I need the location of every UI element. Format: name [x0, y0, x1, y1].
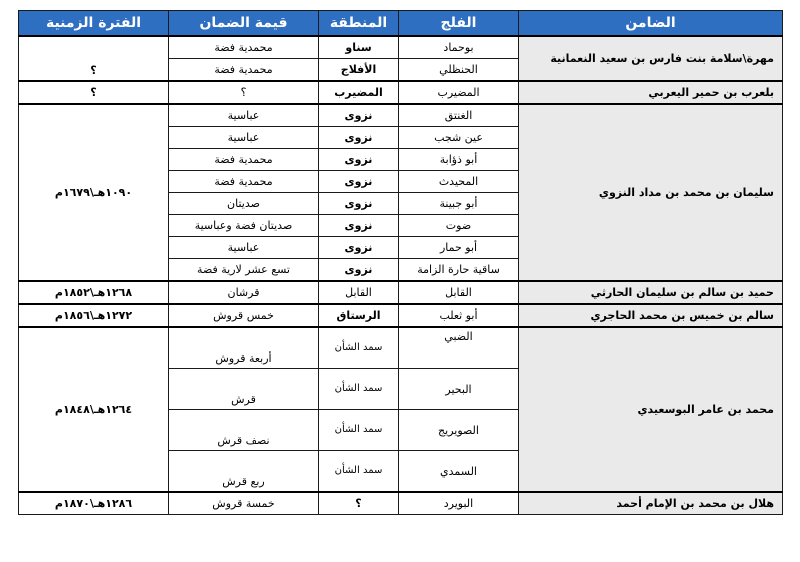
- period-cell: ١٢٦٨هـ\١٨٥٢م: [19, 281, 169, 304]
- guarantor-cell: حميد بن سالم بن سليمان الحارثي: [519, 281, 783, 304]
- region-cell: سمد الشأن: [319, 410, 399, 451]
- region-cell: نزوى: [319, 149, 399, 171]
- value-cell: قرش: [169, 369, 319, 410]
- header-region: المنطقة: [319, 11, 399, 37]
- header-value: قيمة الضمان: [169, 11, 319, 37]
- falaj-cell: الصويريج: [399, 410, 519, 451]
- falaj-cell: الحنظلي: [399, 59, 519, 82]
- period-cell: ١٢٧٢هـ\١٨٥٦م: [19, 304, 169, 327]
- value-cell: ؟: [169, 81, 319, 104]
- falaj-cell: المحيدث: [399, 171, 519, 193]
- falaj-cell: البحير: [399, 369, 519, 410]
- header-row: [19, 11, 783, 37]
- falaj-cell: السمدي: [399, 451, 519, 493]
- value-cell: تسع عشر لارية فضة: [169, 259, 319, 282]
- value-cell: نصف قرش: [169, 410, 319, 451]
- region-cell: نزوى: [319, 171, 399, 193]
- period-cell: ؟: [19, 36, 169, 81]
- region-cell: نزوى: [319, 259, 399, 282]
- table-row: [19, 36, 783, 59]
- value-cell: أربعة قروش: [169, 327, 319, 369]
- header-falaj: الفلج: [399, 11, 519, 37]
- value-cell: قرشان: [169, 281, 319, 304]
- falaj-cell: أبو جبينة: [399, 193, 519, 215]
- value-cell: عباسية: [169, 237, 319, 259]
- region-cell: القابل: [319, 281, 399, 304]
- header-guarantor: الضامن: [519, 11, 783, 37]
- region-cell: الأفلاج: [319, 59, 399, 82]
- guarantor-cell: هلال بن محمد بن الإمام أحمد: [519, 492, 783, 515]
- region-cell: نزوى: [319, 127, 399, 149]
- table-row: [19, 104, 783, 127]
- falaj-cell: عين شجب: [399, 127, 519, 149]
- value-cell: صديتان: [169, 193, 319, 215]
- falaj-cell: ضوت: [399, 215, 519, 237]
- falaj-cell: أبو ذؤابة: [399, 149, 519, 171]
- region-cell: نزوى: [319, 104, 399, 127]
- falaj-cell: الغنتق: [399, 104, 519, 127]
- value-cell: عباسية: [169, 104, 319, 127]
- table-row: [19, 492, 783, 515]
- guarantor-cell: سليمان بن محمد بن مداد النزوي: [519, 104, 783, 281]
- table-row: [19, 304, 783, 327]
- guarantor-cell: مهرة\سلامة بنت فارس بن سعيد النعمانية: [519, 36, 783, 81]
- region-cell: نزوى: [319, 215, 399, 237]
- falaj-cell: الضبي: [399, 327, 519, 369]
- table-row: [19, 327, 783, 369]
- region-cell: ؟: [319, 492, 399, 515]
- guarantee-table: [18, 10, 783, 515]
- period-cell: ١٢٨٦هـ\١٨٧٠م: [19, 492, 169, 515]
- table-row: [19, 81, 783, 104]
- falaj-cell: المضيرب: [399, 81, 519, 104]
- region-cell: سمد الشأن: [319, 451, 399, 493]
- value-cell: خمسة قروش: [169, 492, 319, 515]
- falaj-cell: بوحماد: [399, 36, 519, 59]
- guarantor-cell: بلعرب بن حمير اليعربي: [519, 81, 783, 104]
- table-row: [19, 281, 783, 304]
- guarantor-cell: محمد بن عامر البوسعيدي: [519, 327, 783, 492]
- region-cell: سناو: [319, 36, 399, 59]
- falaj-cell: أبو ثعلب: [399, 304, 519, 327]
- region-cell: نزوى: [319, 237, 399, 259]
- value-cell: محمدية فضة: [169, 36, 319, 59]
- region-cell: سمد الشأن: [319, 369, 399, 410]
- falaj-cell: ساقية حارة الزامة: [399, 259, 519, 282]
- value-cell: صديتان فضة وعباسية: [169, 215, 319, 237]
- falaj-cell: أبو حمار: [399, 237, 519, 259]
- value-cell: عباسية: [169, 127, 319, 149]
- period-cell: ١٢٦٤هـ\١٨٤٨م: [19, 327, 169, 492]
- value-cell: خمس قروش: [169, 304, 319, 327]
- period-cell: ١٠٩٠هـ\١٦٧٩م: [19, 104, 169, 281]
- value-cell: محمدية فضة: [169, 59, 319, 82]
- value-cell: ربع قرش: [169, 451, 319, 493]
- falaj-cell: القابل: [399, 281, 519, 304]
- falaj-cell: البويرد: [399, 492, 519, 515]
- region-cell: المضيرب: [319, 81, 399, 104]
- region-cell: الرستاق: [319, 304, 399, 327]
- guarantor-cell: سالم بن خميس بن محمد الحاجري: [519, 304, 783, 327]
- region-cell: سمد الشأن: [319, 327, 399, 369]
- header-period: الفترة الزمنية: [19, 11, 169, 37]
- region-cell: نزوى: [319, 193, 399, 215]
- value-cell: محمدية فضة: [169, 171, 319, 193]
- value-cell: محمدية فضة: [169, 149, 319, 171]
- period-cell: ؟: [19, 81, 169, 104]
